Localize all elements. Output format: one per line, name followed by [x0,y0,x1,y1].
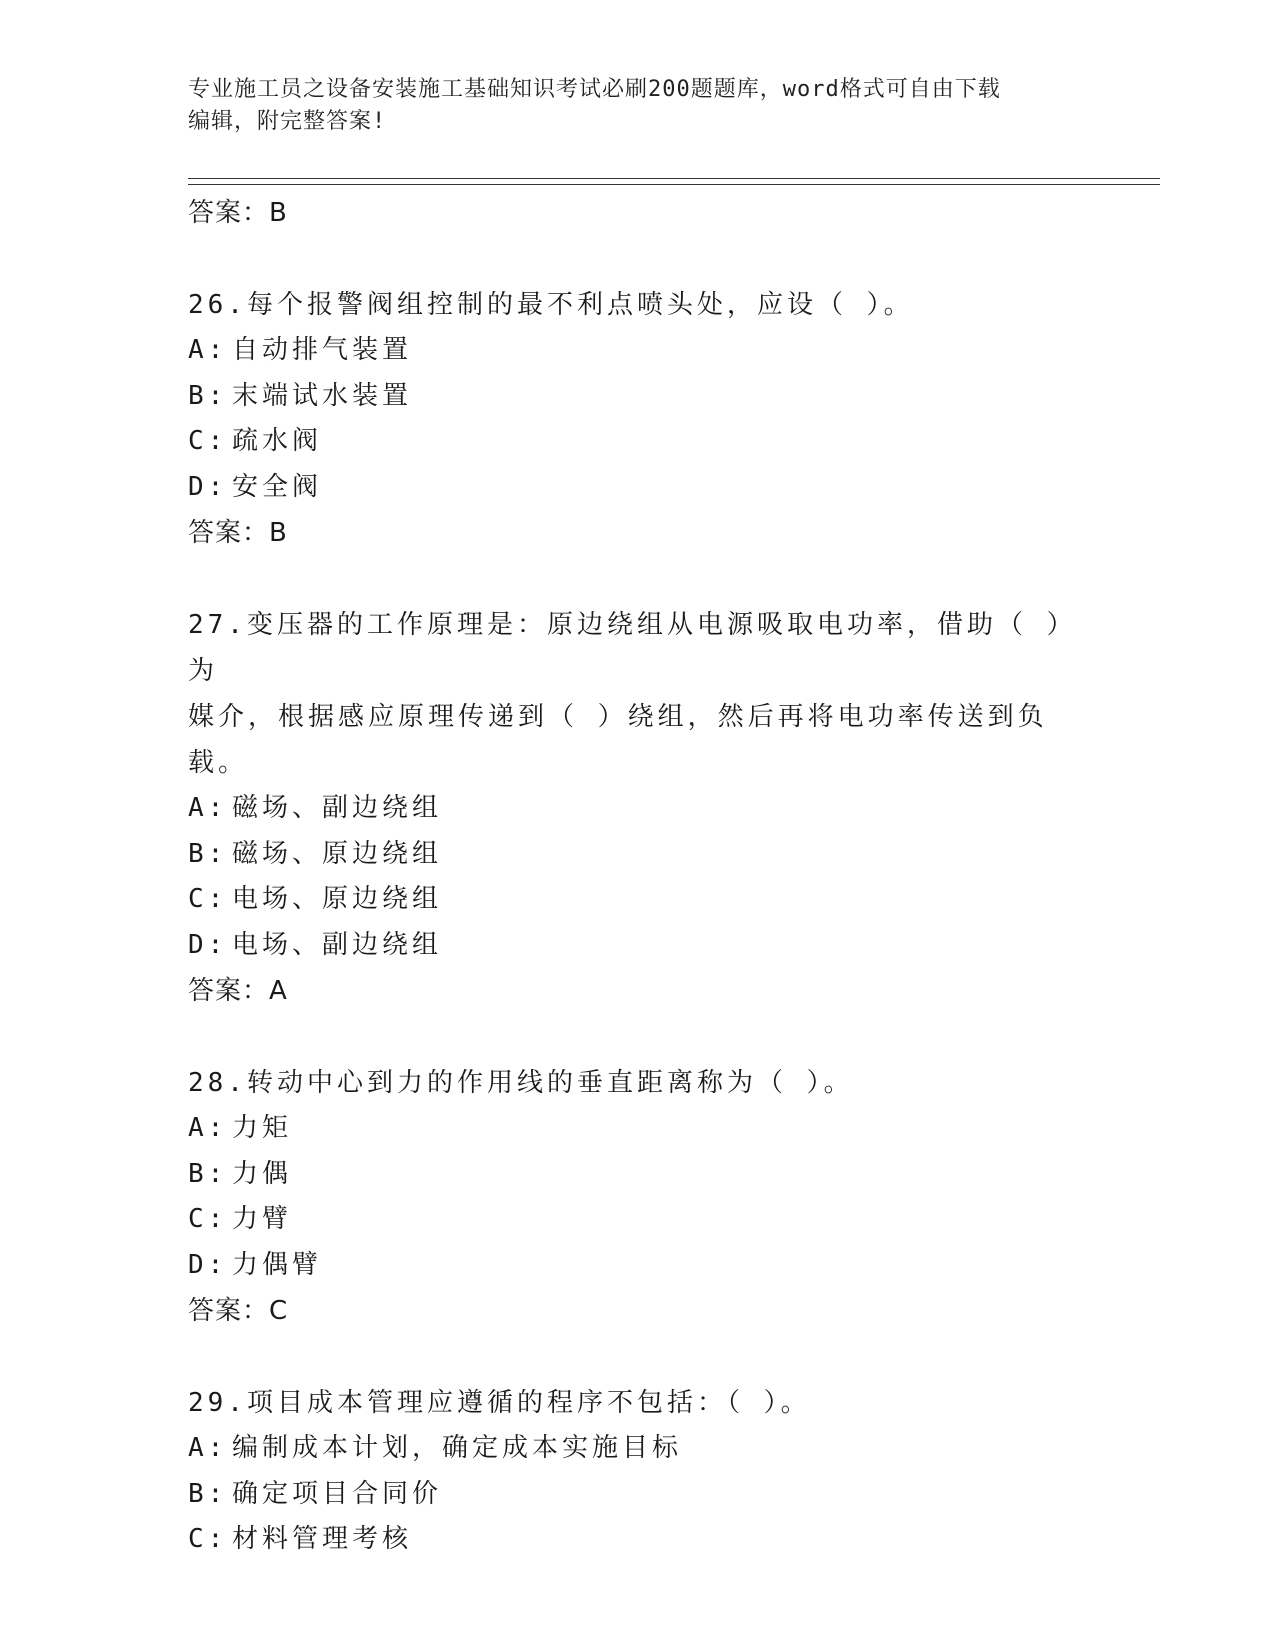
option-b [188,832,1088,878]
option-key: B: [188,1158,228,1189]
option-key: C: [188,1204,228,1234]
question-block [188,1380,1088,1563]
spacer [188,236,1088,282]
option-key: A: [188,793,228,823]
option-key: C: [188,1524,228,1554]
option-a [188,1426,1088,1472]
option-c [188,1517,1088,1563]
option-text: 力偶 [232,1158,293,1189]
option-text: 自动排气装置 [232,335,413,365]
option-key: B: [188,1478,228,1509]
spacer [188,1334,1088,1380]
option-b [188,1472,1088,1518]
question-stem: 27.变压器的工作原理是：原边绕组从电源吸取电功率，借助（ ）为 [188,610,1077,686]
document-header [188,74,1068,138]
header-line-2: 编辑，附完整答案! [188,109,387,134]
option-c [188,419,1088,465]
question-block [188,1060,1088,1334]
option-key: D: [188,929,228,960]
option-a [188,1106,1088,1152]
answer-line: 答案：C [188,1296,289,1326]
option-a [188,786,1088,832]
option-text: 安全阀 [232,471,323,502]
option-text: 力偶臂 [232,1249,323,1280]
option-text: 力矩 [232,1113,293,1143]
option-key: B: [188,838,228,869]
option-text: 磁场、原边绕组 [232,838,443,869]
question-block [188,282,1088,556]
option-key: D: [188,471,228,502]
header-rule-bottom [188,184,1160,185]
question-content [188,190,1088,1563]
option-key: A: [188,1433,228,1463]
question-stem: 29.项目成本管理应遵循的程序不包括：（ ）。 [188,1388,811,1418]
option-d [188,1243,1088,1289]
option-d [188,923,1088,969]
option-c [188,1197,1088,1243]
spacer [188,556,1088,602]
option-key: C: [188,884,228,914]
option-text: 材料管理考核 [232,1524,413,1554]
option-key: B: [188,380,228,411]
option-text: 磁场、副边绕组 [232,793,443,823]
option-d [188,465,1088,511]
header-line-1: 专业施工员之设备安装施工基础知识考试必刷200题题库，word格式可自由下载 [188,77,1001,102]
option-key: A: [188,335,228,365]
answer-line: 答案：B [188,518,288,548]
option-key: A: [188,1113,228,1143]
option-text: 编制成本计划，确定成本实施目标 [232,1433,683,1463]
option-key: C: [188,426,228,456]
answer-line: 答案：A [188,976,288,1006]
option-b [188,1152,1088,1198]
option-text: 力臂 [232,1204,293,1234]
option-text: 电场、副边绕组 [232,929,443,960]
option-b [188,374,1088,420]
option-text: 电场、原边绕组 [232,884,443,914]
option-a [188,328,1088,374]
spacer [188,1014,1088,1060]
option-key: D: [188,1249,228,1280]
header-rule-top [188,178,1160,179]
option-text: 末端试水装置 [232,380,413,411]
question-stem: 26.每个报警阀组控制的最不利点喷头处，应设（ ）。 [188,290,914,320]
option-c [188,877,1088,923]
option-text: 疏水阀 [232,426,323,456]
previous-answer: 答案：B [188,198,288,228]
option-text: 确定项目合同价 [232,1478,443,1509]
question-stem: 28.转动中心到力的作用线的垂直距离称为（ ）。 [188,1068,854,1098]
question-block [188,602,1088,1014]
question-stem-continued: 媒介，根据感应原理传递到（ ）绕组，然后再将电功率传送到负载。 [188,702,1048,778]
